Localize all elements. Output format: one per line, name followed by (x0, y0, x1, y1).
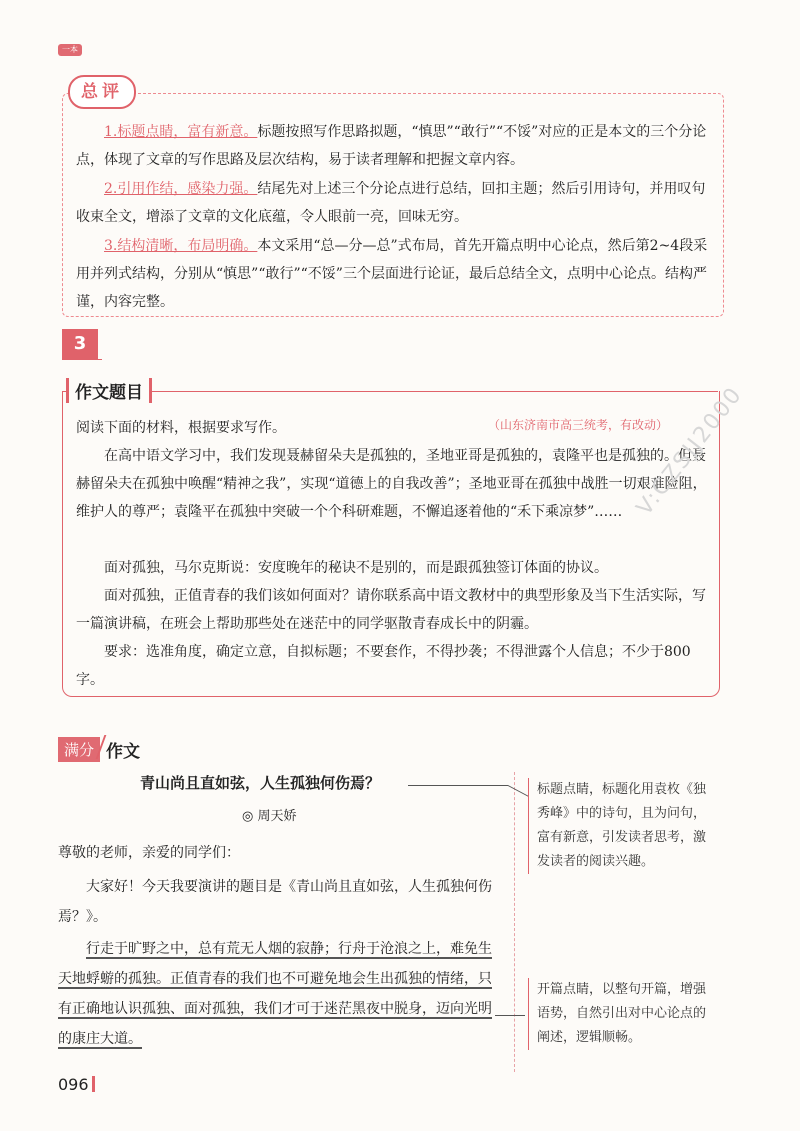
review-text-3: 本文采用“总—分—总”式布局，首先开篇点明中心论点，然后第2~4段采用并列式结构，分别从“慎思”“敢行”“不馁”三个层面进行论证，最后总结全文，点明中心论点。结构严谨，内容完整。 (76, 238, 708, 310)
prompt-title: 作文题目 (66, 378, 152, 403)
prompt-intro: 阅读下面的材料，根据要求写作。 (76, 420, 286, 436)
essay-paragraph-1: 大家好！今天我要演讲的题目是《青山尚且直如弦，人生孤独何伤焉？》。 (58, 879, 492, 925)
prompt-paragraph-2: 面对孤独，马尔克斯说：安度晚年的秘诀不是别的，而是跟孤独签订体面的协议。 (104, 560, 608, 576)
note-opening: 开篇点睛，以整句开篇，增强语势，自然引出对中心论点的阐述，逻辑顺畅。 (528, 978, 715, 1050)
essay-author: ◎ 周天娇 (242, 809, 297, 824)
essay-label: 作文 (106, 742, 140, 762)
header-tag: 一本 (58, 44, 82, 56)
essay-title: 青山尚且直如弦，人生孤独何伤焉？ (140, 774, 381, 792)
opening-connector-line (495, 1015, 525, 1016)
section-number-tail (62, 359, 102, 364)
title-connector-line (408, 785, 508, 786)
essay-greeting: 尊敬的老师，亲爱的同学们： (58, 845, 240, 861)
watermark: V:CZSJJ2000 (632, 382, 748, 521)
prompt-requirements: 要求：选准角度，确定立意，自拟标题；不要套作，不得抄袭；不得泄露个人信息；不少于800字。 (76, 644, 691, 688)
highlighted-opening: 行走于旷野之中，总有荒无人烟的寂静；行舟于沧浪之上，难免生天地蜉蝣的孤独。正值青春的我们也不可避免地会生出孤独的情绪，只有正确地认识孤独、面对孤独，我们才可于迷茫黑夜中脱身，迈向光明的康庄大道。 (58, 941, 492, 1047)
title-connector-angle (508, 785, 528, 837)
review-point-3: 3.结构清晰，布局明确。 (104, 238, 258, 254)
page-number-bar (92, 1076, 95, 1092)
review-badge: 总评 (68, 75, 136, 109)
review-paragraph-3 (76, 232, 716, 316)
review-paragraph-1 (76, 118, 716, 174)
section-number: 3 (62, 329, 98, 359)
review-point-2: 2.引用作结，感染力强。 (104, 181, 258, 197)
review-text-2: 结尾先对上述三个分论点进行总结，回扣主题；然后引用诗句，并用叹句收束全文，增添了文章的文化底蕴，令人眼前一亮，回味无穷。 (76, 181, 706, 225)
page-number: 096 (58, 1075, 89, 1094)
prompt-paragraph-3: 面对孤独，正值青春的我们该如何面对？请你联系高中语文教材中的典型形象及当下生活实际，写一篇演讲稿，在班会上帮助那些处在迷茫中的同学驱散青春成长中的阴霾。 (76, 588, 706, 632)
essay-paragraph-2 (58, 934, 498, 1054)
review-paragraph-2 (76, 175, 716, 231)
review-point-1: 1.标题点睛，富有新意。 (104, 124, 258, 140)
note-title: 标题点睛，标题化用袁枚《独秀峰》中的诗句，且为问句，富有新意，引发读者思考，激发读者的阅读兴趣。 (528, 778, 715, 874)
prompt-paragraph-1: 在高中语文学习中，我们发现聂赫留朵夫是孤独的，圣地亚哥是孤独的，袁隆平也是孤独的。但聂赫留朵夫在孤独中唤醒“精神之我”，实现“道德上的自我改善”；圣地亚哥在孤独中战胜一切艰难险阻，维护人的尊严；袁隆平在孤独中突破一个个科研难题，不懈追逐着他的“禾下乘凉梦”…… (76, 448, 707, 520)
prompt-source: （山东济南市高三统考，有改动） (488, 418, 669, 432)
review-text-1: 标题按照写作思路拟题，“慎思”“敢行”“不馁”对应的正是本文的三个分论点，体现了文章的写作思路及层次结构，易于读者理解和把握文章内容。 (76, 124, 707, 168)
full-score-label: 满分 (58, 737, 100, 762)
